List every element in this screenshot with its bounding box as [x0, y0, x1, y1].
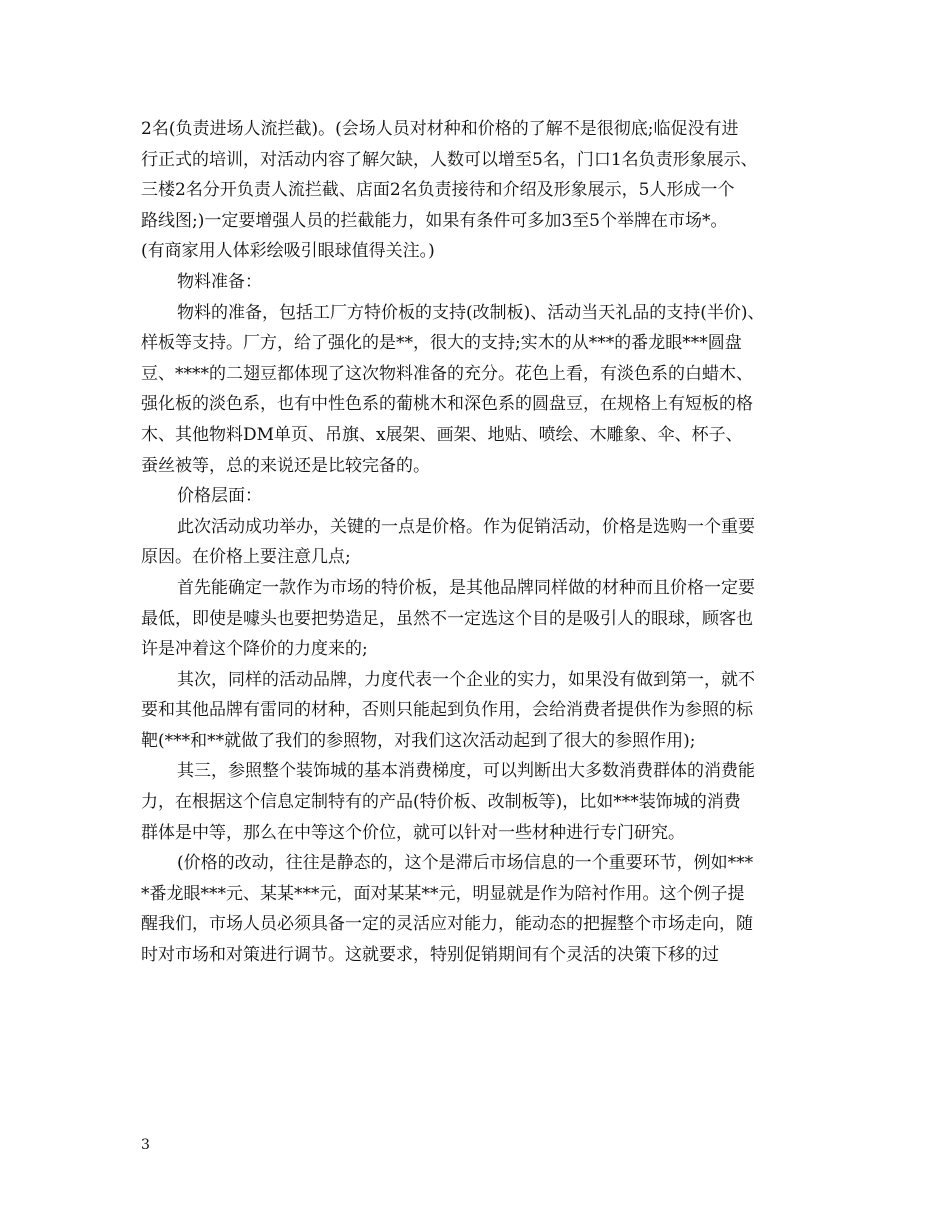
text-line: 蚕丝被等，总的来说还是比较完备的。: [141, 455, 430, 476]
text-line: 时对市场和对策进行调节。这就要求，特别促销期间有个灵活的决策下移的过: [141, 945, 719, 966]
text-line: 价格层面：: [177, 486, 262, 507]
text-line: 物料的准备，包括工厂方特价板的支持(改制板)、活动当天礼品的支持(半价)、: [177, 302, 765, 323]
text-line: (价格的改动，往往是静态的，这个是滞后市场信息的一个重要环节，例如***: [177, 853, 754, 874]
text-line: 原因。在价格上要注意几点;: [141, 547, 351, 568]
text-line: 强化板的淡色系，也有中性色系的葡桃木和深色系的圆盘豆，在规格上有短板的格: [141, 394, 753, 415]
text-line: 醒我们，市场人员必须具备一定的灵活应对能力，能动态的把握整个市场走向，随: [141, 914, 753, 935]
text-line: 群体是中等，那么在中等这个价位，就可以针对一些材种进行专门研究。: [141, 822, 685, 843]
text-line: 样板等支持。厂方，给了强化的是**，很大的支持;实木的从***的番龙眼***圆盘: [141, 333, 742, 354]
text-line: 三楼2名分开负责人流拦截、店面2名负责接待和介绍及形象展示，5人形成一个: [141, 180, 735, 201]
text-line: 要和其他品牌有雷同的材种，否则只能起到负作用，会给消费者提供作为参照的标: [141, 700, 753, 721]
text-line: 靶(***和**就做了我们的参照物，对我们这次活动起到了很大的参照作用);: [141, 730, 696, 751]
text-line: 木、其他物料DM单页、吊旗、x展架、画架、地贴、喷绘、木雕象、伞、杯子、: [141, 424, 743, 445]
document-body: [141, 114, 823, 971]
text-line: *番龙眼***元、某某***元，面对某某**元，明显就是作为陪衬作用。这个例子提: [141, 883, 745, 904]
text-line: 力，在根据这个信息定制特有的产品(特价板、改制板等)，比如***装饰城的消费: [141, 792, 741, 813]
text-line: 首先能确定一款作为市场的特价板，是其他品牌同样做的材种而且价格一定要: [177, 577, 755, 598]
text-line: 2名(负责进场人流拦截)。(会场人员对材种和价格的了解不是很彻底;临促没有进: [141, 119, 739, 139]
page-number: 3: [141, 1137, 150, 1153]
text-line: 路线图;)一定要增强人员的拦截能力，如果有条件可多加3至5个举牌在市场*。: [141, 210, 728, 231]
text-line: 其次，同样的活动品牌，力度代表一个企业的实力，如果没有做到第一，就不: [177, 669, 755, 690]
text-line: 其三，参照整个装饰城的基本消费梯度，可以判断出大多数消费群体的消费能: [177, 761, 755, 782]
text-line: 最低，即使是噱头也要把势造足，虽然不一定选这个目的是吸引人的眼球，顾客也: [141, 608, 753, 629]
text-line: 行正式的培训，对活动内容了解欠缺，人数可以增至5名，门口1名负责形象展示、: [141, 149, 758, 170]
text-line: 此次活动成功举办，关键的一点是价格。作为促销活动，价格是选购一个重要: [177, 516, 755, 537]
text-line: 许是冲着这个降价的力度来的;: [141, 639, 368, 660]
text-line: 豆、****的二翅豆都体现了这次物料准备的充分。花色上看，有淡色系的白蜡木、: [141, 363, 753, 384]
text-line: (有商家用人体彩绘吸引眼球值得关注。): [141, 241, 435, 262]
text-line: 物料准备：: [177, 271, 262, 292]
